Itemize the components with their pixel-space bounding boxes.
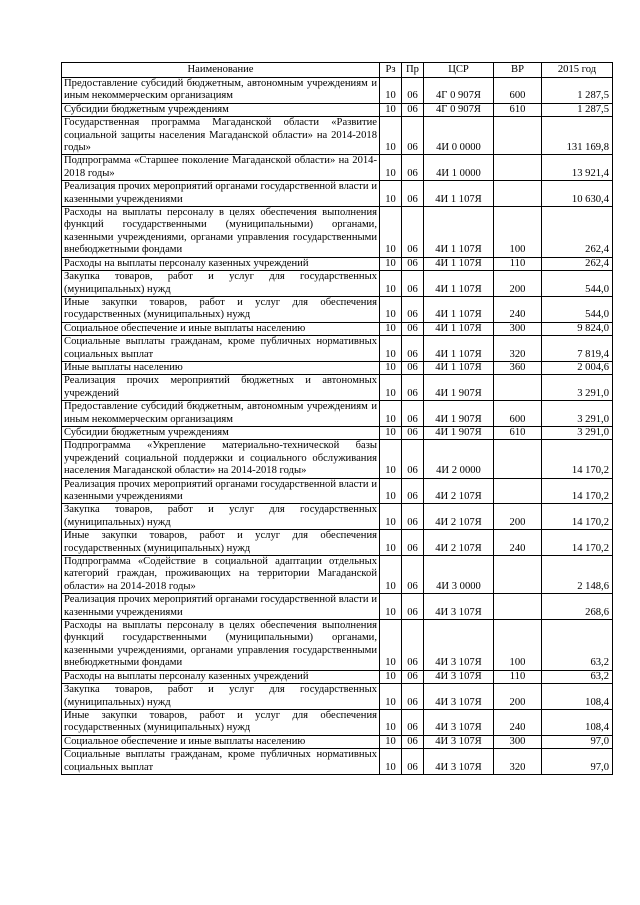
table-row [62, 296, 613, 322]
table-row [62, 336, 613, 362]
row-name-cell: Предоставление субсидий бюджетным, автономным учреждениям и иным некоммерческим организациям [62, 401, 380, 427]
row-pr-cell: 06 [402, 594, 424, 620]
row-name-cell: Расходы на выплаты персоналу в целях обеспечения выполнения функций государственными (муниципальными) органами, казенными учреждениями, органами управления государственными внебюджетными фондами [62, 620, 380, 671]
row-csr-cell: 4И 1 107Я [424, 296, 494, 322]
row-amount-cell: 9 824,0 [542, 322, 613, 335]
row-pr-cell: 06 [402, 749, 424, 775]
row-csr-cell: 4И 1 107Я [424, 257, 494, 270]
row-amount-cell: 1 287,5 [542, 78, 613, 104]
row-pr-cell: 06 [402, 361, 424, 374]
row-name-cell: Подпрограмма «Содействие в социальной адаптации отдельных категорий граждан, проживающих на территории Магаданской области» на 2014-2018 годы» [62, 556, 380, 594]
row-pr-cell: 06 [402, 375, 424, 401]
row-rz-cell: 10 [380, 361, 402, 374]
row-csr-cell: 4И 1 107Я [424, 271, 494, 297]
row-csr-cell: 4И 1 907Я [424, 401, 494, 427]
row-amount-cell: 13 921,4 [542, 155, 613, 181]
row-vr-cell: 300 [494, 735, 542, 748]
row-csr-cell: 4И 3 107Я [424, 594, 494, 620]
row-name-cell: Социальные выплаты гражданам, кроме публичных нормативных социальных выплат [62, 749, 380, 775]
row-rz-cell: 10 [380, 78, 402, 104]
table-row [62, 426, 613, 439]
header-name: Наименование [62, 63, 380, 78]
row-name-cell: Закупка товаров, работ и услуг для государственных (муниципальных) нужд [62, 504, 380, 530]
table-row [62, 620, 613, 671]
row-vr-cell [494, 594, 542, 620]
row-rz-cell: 10 [380, 117, 402, 155]
row-csr-cell: 4И 1 907Я [424, 375, 494, 401]
row-pr-cell: 06 [402, 257, 424, 270]
table-row [62, 684, 613, 710]
row-name-cell: Реализация прочих мероприятий бюджетных и автономных учреждений [62, 375, 380, 401]
row-pr-cell: 06 [402, 181, 424, 207]
row-name-cell: Иные выплаты населению [62, 361, 380, 374]
row-rz-cell: 10 [380, 556, 402, 594]
row-amount-cell: 262,4 [542, 207, 613, 258]
row-csr-cell: 4И 3 107Я [424, 749, 494, 775]
row-amount-cell: 108,4 [542, 684, 613, 710]
table-row [62, 556, 613, 594]
row-rz-cell: 10 [380, 749, 402, 775]
row-pr-cell: 06 [402, 530, 424, 556]
table-row [62, 78, 613, 104]
row-vr-cell: 200 [494, 504, 542, 530]
row-csr-cell: 4И 2 107Я [424, 504, 494, 530]
row-rz-cell: 10 [380, 684, 402, 710]
row-vr-cell: 600 [494, 401, 542, 427]
header-vr: ВР [494, 63, 542, 78]
row-amount-cell: 3 291,0 [542, 401, 613, 427]
row-rz-cell: 10 [380, 709, 402, 735]
row-pr-cell: 06 [402, 478, 424, 504]
row-amount-cell: 1 287,5 [542, 103, 613, 116]
row-csr-cell: 4И 1 907Я [424, 426, 494, 439]
row-vr-cell: 110 [494, 670, 542, 683]
row-rz-cell: 10 [380, 155, 402, 181]
row-amount-cell: 10 630,4 [542, 181, 613, 207]
row-name-cell: Иные закупки товаров, работ и услуг для обеспечения государственных (муниципальных) нужд [62, 530, 380, 556]
row-amount-cell: 63,2 [542, 670, 613, 683]
table-row [62, 440, 613, 478]
row-name-cell: Иные закупки товаров, работ и услуг для обеспечения государственных (муниципальных) нужд [62, 709, 380, 735]
row-pr-cell: 06 [402, 426, 424, 439]
budget-table [61, 62, 613, 775]
row-vr-cell: 200 [494, 271, 542, 297]
row-csr-cell: 4Г 0 907Я [424, 78, 494, 104]
row-csr-cell: 4И 1 107Я [424, 181, 494, 207]
row-amount-cell: 3 291,0 [542, 375, 613, 401]
row-pr-cell: 06 [402, 556, 424, 594]
row-name-cell: Закупка товаров, работ и услуг для государственных (муниципальных) нужд [62, 271, 380, 297]
row-vr-cell [494, 181, 542, 207]
row-rz-cell: 10 [380, 271, 402, 297]
row-pr-cell: 06 [402, 117, 424, 155]
row-csr-cell: 4И 3 107Я [424, 735, 494, 748]
row-csr-cell: 4И 0 0000 [424, 117, 494, 155]
row-amount-cell: 63,2 [542, 620, 613, 671]
row-amount-cell: 97,0 [542, 749, 613, 775]
row-amount-cell: 131 169,8 [542, 117, 613, 155]
row-name-cell: Субсидии бюджетным учреждениям [62, 103, 380, 116]
row-vr-cell: 100 [494, 620, 542, 671]
row-pr-cell: 06 [402, 296, 424, 322]
row-name-cell: Реализация прочих мероприятий органами государственной власти и казенными учреждениями [62, 478, 380, 504]
row-rz-cell: 10 [380, 478, 402, 504]
row-csr-cell: 4И 3 107Я [424, 620, 494, 671]
row-pr-cell: 06 [402, 401, 424, 427]
header-pr: Пр [402, 63, 424, 78]
table-body [62, 78, 613, 775]
row-vr-cell: 200 [494, 684, 542, 710]
table-row [62, 155, 613, 181]
row-name-cell: Социальные выплаты гражданам, кроме публичных нормативных социальных выплат [62, 336, 380, 362]
row-pr-cell: 06 [402, 670, 424, 683]
row-csr-cell: 4И 3 107Я [424, 684, 494, 710]
row-rz-cell: 10 [380, 296, 402, 322]
table-row [62, 735, 613, 748]
table-row [62, 478, 613, 504]
row-rz-cell: 10 [380, 207, 402, 258]
table-row [62, 375, 613, 401]
row-pr-cell: 06 [402, 504, 424, 530]
row-vr-cell: 110 [494, 257, 542, 270]
row-vr-cell: 240 [494, 709, 542, 735]
row-csr-cell: 4Г 0 907Я [424, 103, 494, 116]
row-amount-cell: 544,0 [542, 296, 613, 322]
row-csr-cell: 4И 1 107Я [424, 361, 494, 374]
row-name-cell: Реализация прочих мероприятий органами государственной власти и казенными учреждениями [62, 181, 380, 207]
row-amount-cell: 14 170,2 [542, 440, 613, 478]
table-row [62, 271, 613, 297]
row-vr-cell: 610 [494, 426, 542, 439]
row-csr-cell: 4И 2 107Я [424, 530, 494, 556]
row-vr-cell [494, 117, 542, 155]
row-amount-cell: 544,0 [542, 271, 613, 297]
row-name-cell: Реализация прочих мероприятий органами государственной власти и казенными учреждениями [62, 594, 380, 620]
row-rz-cell: 10 [380, 594, 402, 620]
budget-page [61, 62, 612, 775]
table-row [62, 530, 613, 556]
header-rz: Рз [380, 63, 402, 78]
row-vr-cell [494, 375, 542, 401]
row-pr-cell: 06 [402, 620, 424, 671]
row-rz-cell: 10 [380, 426, 402, 439]
row-name-cell: Расходы на выплаты персоналу казенных учреждений [62, 670, 380, 683]
row-pr-cell: 06 [402, 709, 424, 735]
row-pr-cell: 06 [402, 336, 424, 362]
row-vr-cell: 610 [494, 103, 542, 116]
row-rz-cell: 10 [380, 322, 402, 335]
row-vr-cell: 240 [494, 530, 542, 556]
row-pr-cell: 06 [402, 103, 424, 116]
row-rz-cell: 10 [380, 257, 402, 270]
row-amount-cell: 7 819,4 [542, 336, 613, 362]
table-row [62, 361, 613, 374]
row-rz-cell: 10 [380, 401, 402, 427]
row-amount-cell: 14 170,2 [542, 478, 613, 504]
row-amount-cell: 2 004,6 [542, 361, 613, 374]
row-rz-cell: 10 [380, 181, 402, 207]
row-name-cell: Подпрограмма «Старшее поколение Магаданской области» на 2014-2018 годы» [62, 155, 380, 181]
table-row [62, 257, 613, 270]
header-csr: ЦСР [424, 63, 494, 78]
row-rz-cell: 10 [380, 103, 402, 116]
table-row [62, 322, 613, 335]
row-amount-cell: 97,0 [542, 735, 613, 748]
row-vr-cell: 240 [494, 296, 542, 322]
row-vr-cell: 320 [494, 336, 542, 362]
row-pr-cell: 06 [402, 271, 424, 297]
row-vr-cell: 100 [494, 207, 542, 258]
row-rz-cell: 10 [380, 440, 402, 478]
row-vr-cell [494, 440, 542, 478]
table-row [62, 207, 613, 258]
table-row [62, 594, 613, 620]
table-row [62, 181, 613, 207]
table-row [62, 117, 613, 155]
row-rz-cell: 10 [380, 375, 402, 401]
row-rz-cell: 10 [380, 336, 402, 362]
row-csr-cell: 4И 3 107Я [424, 670, 494, 683]
row-vr-cell: 360 [494, 361, 542, 374]
row-csr-cell: 4И 1 107Я [424, 322, 494, 335]
row-rz-cell: 10 [380, 735, 402, 748]
table-row [62, 709, 613, 735]
row-name-cell: Подпрограмма «Укрепление материально-технической базы учреждений социальной поддержки и социального обслуживания населения Магаданской области» на 2014-2018 годы» [62, 440, 380, 478]
row-name-cell: Закупка товаров, работ и услуг для государственных (муниципальных) нужд [62, 684, 380, 710]
row-amount-cell: 108,4 [542, 709, 613, 735]
table-row [62, 749, 613, 775]
row-pr-cell: 06 [402, 322, 424, 335]
row-csr-cell: 4И 1 107Я [424, 336, 494, 362]
row-pr-cell: 06 [402, 684, 424, 710]
table-row [62, 504, 613, 530]
row-name-cell: Иные закупки товаров, работ и услуг для обеспечения государственных (муниципальных) нужд [62, 296, 380, 322]
row-name-cell: Субсидии бюджетным учреждениям [62, 426, 380, 439]
row-name-cell: Социальное обеспечение и иные выплаты населению [62, 322, 380, 335]
table-row [62, 670, 613, 683]
table-row [62, 103, 613, 116]
row-pr-cell: 06 [402, 440, 424, 478]
row-name-cell: Расходы на выплаты персоналу казенных учреждений [62, 257, 380, 270]
table-header-row [62, 63, 613, 78]
row-name-cell: Расходы на выплаты персоналу в целях обеспечения выполнения функций государственными (муниципальными) органами, казенными учреждениями, органами управления государственными внебюджетными фондами [62, 207, 380, 258]
row-vr-cell: 600 [494, 78, 542, 104]
row-csr-cell: 4И 2 0000 [424, 440, 494, 478]
row-name-cell: Социальное обеспечение и иные выплаты населению [62, 735, 380, 748]
row-rz-cell: 10 [380, 620, 402, 671]
row-csr-cell: 4И 1 107Я [424, 207, 494, 258]
row-csr-cell: 4И 3 0000 [424, 556, 494, 594]
row-pr-cell: 06 [402, 78, 424, 104]
row-amount-cell: 268,6 [542, 594, 613, 620]
row-pr-cell: 06 [402, 207, 424, 258]
row-amount-cell: 2 148,6 [542, 556, 613, 594]
row-rz-cell: 10 [380, 670, 402, 683]
row-amount-cell: 262,4 [542, 257, 613, 270]
row-vr-cell [494, 556, 542, 594]
row-csr-cell: 4И 3 107Я [424, 709, 494, 735]
row-csr-cell: 4И 1 0000 [424, 155, 494, 181]
row-name-cell: Государственная программа Магаданской области «Развитие социальной защиты населения Магаданской области» на 2014-2018 годы» [62, 117, 380, 155]
row-pr-cell: 06 [402, 735, 424, 748]
row-amount-cell: 3 291,0 [542, 426, 613, 439]
row-rz-cell: 10 [380, 530, 402, 556]
row-vr-cell: 300 [494, 322, 542, 335]
row-vr-cell: 320 [494, 749, 542, 775]
row-amount-cell: 14 170,2 [542, 530, 613, 556]
row-rz-cell: 10 [380, 504, 402, 530]
row-csr-cell: 4И 2 107Я [424, 478, 494, 504]
row-amount-cell: 14 170,2 [542, 504, 613, 530]
row-vr-cell [494, 155, 542, 181]
row-name-cell: Предоставление субсидий бюджетным, автономным учреждениям и иным некоммерческим организациям [62, 78, 380, 104]
row-vr-cell [494, 478, 542, 504]
row-pr-cell: 06 [402, 155, 424, 181]
table-row [62, 401, 613, 427]
header-year: 2015 год [542, 63, 613, 78]
